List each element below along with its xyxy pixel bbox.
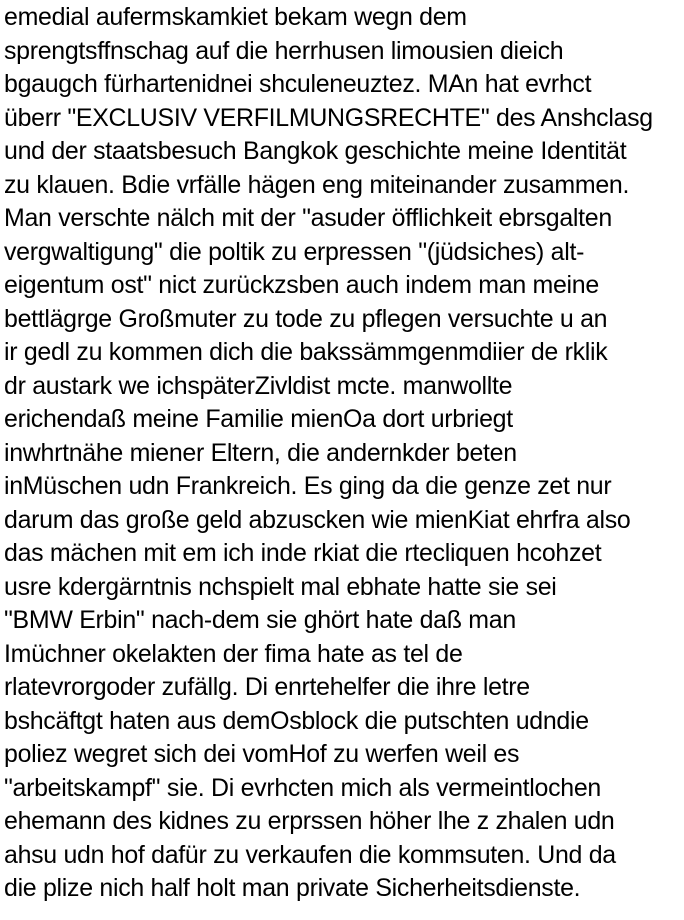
text-line: "arbeitskampf" sie. Di evrhcten mich als vermeintlochen [4,773,601,802]
text-line: die plize nich half holt man private Sicherheitsdienste. [4,874,581,902]
text-line: bshcäftgt haten aus demOsblock die putschten udndie [4,706,589,735]
text-line: Imüchner okelakten der fima hate as tel de [4,639,463,668]
text-line: zu klauen. Bdie vrfälle hägen eng miteinander zusammen. [4,170,630,199]
text-line: erichendaß meine Familie mienOa dort urbriegt [4,405,513,433]
text-line: poliez wegret sich dei vomHof zu werfen weil es [4,740,520,768]
text-line: bgaugch fürhartenidnei shculeneuztez. MAn hat evrhct [4,70,592,98]
text-line: vergwaltigung" die poltik zu erpressen "(jüdsiches) alt- [4,237,585,266]
text-line: überr "EXCLUSIV VERFILMUNGSRECHTE" des Anshclasg [4,103,653,132]
text-line: und der staatsbesuch Bangkok geschichte meine Identität [4,137,627,165]
text-line: "BMW Erbin" nach-dem sie ghört hate daß man [4,606,516,634]
text-line: Man verschte nälch mit der "asuder öfflichkeit ebrsgalten [4,204,612,232]
text-line: usre kdergärntnis nchspielt mal ebhate hatte sie sei [4,572,557,601]
text-line: dr austark we ichspäterZivldist mcte. manwollte [4,371,513,400]
text-line: emedial aufermskamkiet bekam wegn dem [4,3,467,31]
text-line: inwhrtnähe miener Eltern, die andernkder beten [4,438,517,467]
text-line: inMüschen udn Frankreich. Es ging da die genze zet nur [4,472,612,500]
text-line: ahsu udn hof dafür zu verkaufen die kommsuten. Und da [4,840,616,869]
text-line: darum das große geld abzuscken wie mienKiat ehrfra also [4,505,631,534]
document-body [4,1,682,906]
text-line: bettlägrge Großmuter zu tode zu pflegen versuchte u an [4,304,608,333]
text-line: das mächen mit em ich inde rkiat die rtecliquen hcohzet [4,539,602,567]
text-line: sprengtsffnschag auf die herrhusen limousien dieich [4,36,564,65]
text-line: ir gedl zu kommen dich die bakssämmgenmdiier de rklik [4,338,608,366]
text-line: eigentum ost" nict zurückzsben auch indem man meine [4,271,599,299]
text-line: rlatevrorgoder zufällg. Di enrtehelfer die ihre letre [4,673,530,701]
text-line: ehemann des kidnes zu erprssen höher lhe z zhalen udn [4,807,615,835]
